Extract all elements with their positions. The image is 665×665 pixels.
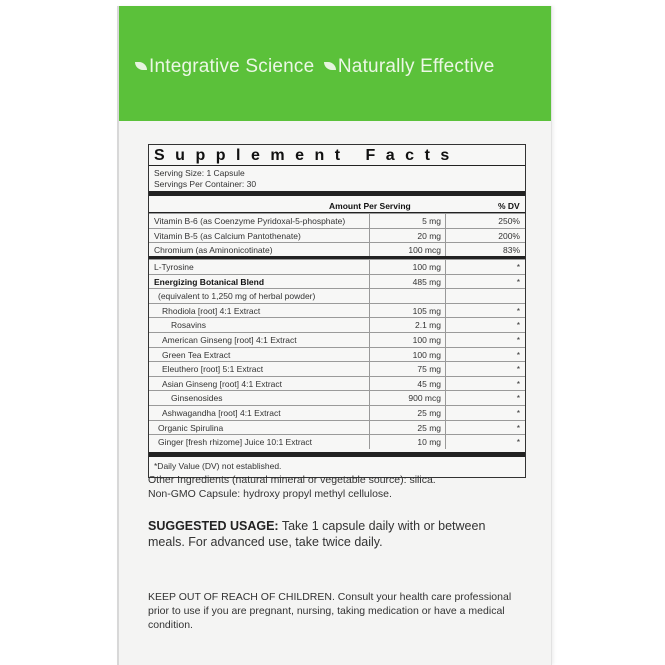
suggested-usage bbox=[148, 518, 485, 534]
column-divider bbox=[369, 229, 370, 243]
ingredient-name: Ashwagandha [root] 4:1 Extract bbox=[162, 408, 281, 418]
ingredient-dv: * bbox=[516, 335, 520, 345]
ingredient-name: Green Tea Extract bbox=[162, 349, 231, 360]
ingredient-name: L-Tyrosine bbox=[154, 262, 194, 272]
table-row bbox=[149, 420, 525, 435]
leaf-icon bbox=[135, 62, 147, 70]
ingredient-name: Rosavins bbox=[171, 320, 206, 331]
column-divider bbox=[369, 348, 370, 362]
ingredient-dv: * bbox=[516, 364, 520, 375]
table-row bbox=[149, 405, 525, 420]
column-divider bbox=[445, 406, 446, 420]
warning-line1: KEEP OUT OF REACH OF CHILDREN. Consult your health care professional bbox=[148, 591, 512, 603]
column-divider bbox=[445, 260, 446, 274]
ingredient-dv: * bbox=[516, 378, 520, 389]
ingredient-amount: 105 mg bbox=[412, 305, 441, 316]
ingredient-amount: 100 mg bbox=[412, 349, 441, 360]
ingredient-amount: 100 mg bbox=[412, 335, 441, 345]
table-row bbox=[149, 213, 525, 228]
ingredient-amount: 75 mg bbox=[417, 364, 441, 375]
column-divider bbox=[445, 318, 446, 332]
tagline bbox=[135, 56, 494, 78]
suggested-usage-line2: meals. For advanced use, take twice daily. bbox=[148, 535, 383, 549]
ingredient-name: American Ginseng [root] 4:1 Extract bbox=[162, 335, 297, 345]
ingredient-dv: * bbox=[516, 262, 520, 272]
ingredient-dv: 250% bbox=[498, 216, 520, 226]
serving-size: Serving Size: 1 Capsule bbox=[154, 168, 245, 178]
column-divider bbox=[369, 289, 370, 303]
percent-dv-header: % DV bbox=[498, 201, 520, 211]
ingredient-name: Vitamin B-5 (as Calcium Pantothenate) bbox=[154, 230, 301, 241]
servings-per-container: Servings Per Container: 30 bbox=[154, 179, 257, 189]
column-divider bbox=[369, 318, 370, 332]
ingredient-name: Energizing Botanical Blend bbox=[154, 276, 265, 287]
column-divider bbox=[445, 214, 446, 228]
table-row bbox=[149, 242, 525, 257]
column-divider bbox=[369, 260, 370, 274]
supplement-facts-title: Supplement Facts bbox=[154, 147, 460, 164]
ingredient-amount: 900 mcg bbox=[408, 393, 441, 404]
column-divider bbox=[369, 304, 370, 318]
supplement-facts-panel bbox=[148, 144, 526, 478]
column-divider bbox=[445, 304, 446, 318]
capsule-ingredients: Non-GMO Capsule: hydroxy propyl methyl cellulose. bbox=[148, 488, 392, 500]
column-divider bbox=[369, 275, 370, 289]
suggested-usage-label: SUGGESTED USAGE: bbox=[148, 519, 279, 533]
column-divider bbox=[369, 362, 370, 376]
ingredient-dv: 83% bbox=[502, 245, 520, 256]
ingredient-dv: * bbox=[516, 276, 520, 287]
suggested-usage-text: Take 1 capsule daily with or between bbox=[281, 519, 486, 533]
ingredient-dv: * bbox=[516, 393, 520, 404]
table-row bbox=[149, 390, 525, 405]
column-divider bbox=[445, 229, 446, 243]
table-row bbox=[149, 228, 525, 243]
table-row bbox=[149, 259, 525, 274]
warning-line3: condition. bbox=[148, 619, 193, 631]
table-row bbox=[149, 274, 525, 289]
ingredient-name: Ginger [fresh rhizome] Juice 10:1 Extract bbox=[158, 437, 313, 448]
title-rule bbox=[149, 165, 525, 166]
other-ingredients: Other Ingredients (natural mineral or vegetable source): silica. bbox=[148, 474, 436, 486]
ingredient-name: Organic Spirulina bbox=[158, 422, 224, 433]
ingredient-name: Rhodiola [root] 4:1 Extract bbox=[162, 305, 261, 316]
ingredient-amount: 2.1 mg bbox=[415, 320, 441, 331]
column-divider bbox=[445, 377, 446, 391]
ingredient-dv: * bbox=[516, 305, 520, 316]
warning-line2: prior to use if you are pregnant, nursing, taking medication or have a medical bbox=[148, 605, 505, 617]
column-divider bbox=[445, 435, 446, 449]
bottom-thick-rule bbox=[149, 452, 525, 457]
column-divider bbox=[369, 333, 370, 347]
ingredient-name: Vitamin B-6 (as Coenzyme Pyridoxal-5-phosphate) bbox=[154, 216, 346, 226]
column-divider bbox=[369, 377, 370, 391]
column-divider bbox=[445, 362, 446, 376]
column-divider bbox=[369, 214, 370, 228]
ingredient-dv: 200% bbox=[498, 230, 520, 241]
ingredient-name: Chromium (as Aminonicotinate) bbox=[154, 245, 273, 256]
ingredient-amount: 10 mg bbox=[417, 437, 441, 448]
product-box bbox=[117, 6, 552, 665]
table-row bbox=[149, 303, 525, 318]
ingredient-dv: * bbox=[516, 422, 520, 433]
ingredient-amount: 485 mg bbox=[412, 276, 441, 287]
column-divider bbox=[445, 391, 446, 405]
green-banner bbox=[119, 6, 551, 121]
ingredient-dv: * bbox=[516, 349, 520, 360]
column-divider bbox=[369, 421, 370, 435]
ingredient-dv: * bbox=[516, 408, 520, 418]
ingredient-amount: 25 mg bbox=[417, 422, 441, 433]
table-row bbox=[149, 332, 525, 347]
column-divider bbox=[369, 406, 370, 420]
amount-per-serving-header: Amount Per Serving bbox=[329, 201, 411, 211]
ingredient-amount: 100 mcg bbox=[408, 245, 441, 256]
column-divider bbox=[445, 289, 446, 303]
table-row bbox=[149, 434, 525, 449]
ingredient-amount: 5 mg bbox=[422, 216, 441, 226]
ingredient-name: (equivalent to 1,250 mg of herbal powder) bbox=[158, 291, 316, 302]
table-row bbox=[149, 288, 525, 303]
column-divider bbox=[445, 348, 446, 362]
column-divider bbox=[369, 391, 370, 405]
ingredient-amount: 45 mg bbox=[417, 378, 441, 389]
table-row bbox=[149, 376, 525, 391]
table-row bbox=[149, 361, 525, 376]
table-row bbox=[149, 347, 525, 362]
daily-value-footnote: *Daily Value (DV) not established. bbox=[154, 461, 282, 471]
column-divider bbox=[445, 421, 446, 435]
ingredient-name: Ginsenosides bbox=[171, 393, 223, 404]
thick-rule bbox=[149, 191, 525, 196]
tagline-integrative-science: Integrative Science bbox=[149, 56, 315, 77]
ingredient-dv: * bbox=[516, 320, 520, 331]
table-row bbox=[149, 317, 525, 332]
column-divider bbox=[445, 333, 446, 347]
ingredient-amount: 100 mg bbox=[412, 262, 441, 272]
column-divider bbox=[369, 435, 370, 449]
ingredient-name: Eleuthero [root] 5:1 Extract bbox=[162, 364, 264, 375]
ingredient-name: Asian Ginseng [root] 4:1 Extract bbox=[162, 378, 283, 389]
ingredient-amount: 20 mg bbox=[417, 230, 441, 241]
column-divider bbox=[445, 275, 446, 289]
ingredient-amount: 25 mg bbox=[417, 408, 441, 418]
tagline-naturally-effective: Naturally Effective bbox=[337, 56, 495, 77]
leaf-icon bbox=[324, 62, 336, 70]
ingredient-dv: * bbox=[516, 437, 520, 448]
